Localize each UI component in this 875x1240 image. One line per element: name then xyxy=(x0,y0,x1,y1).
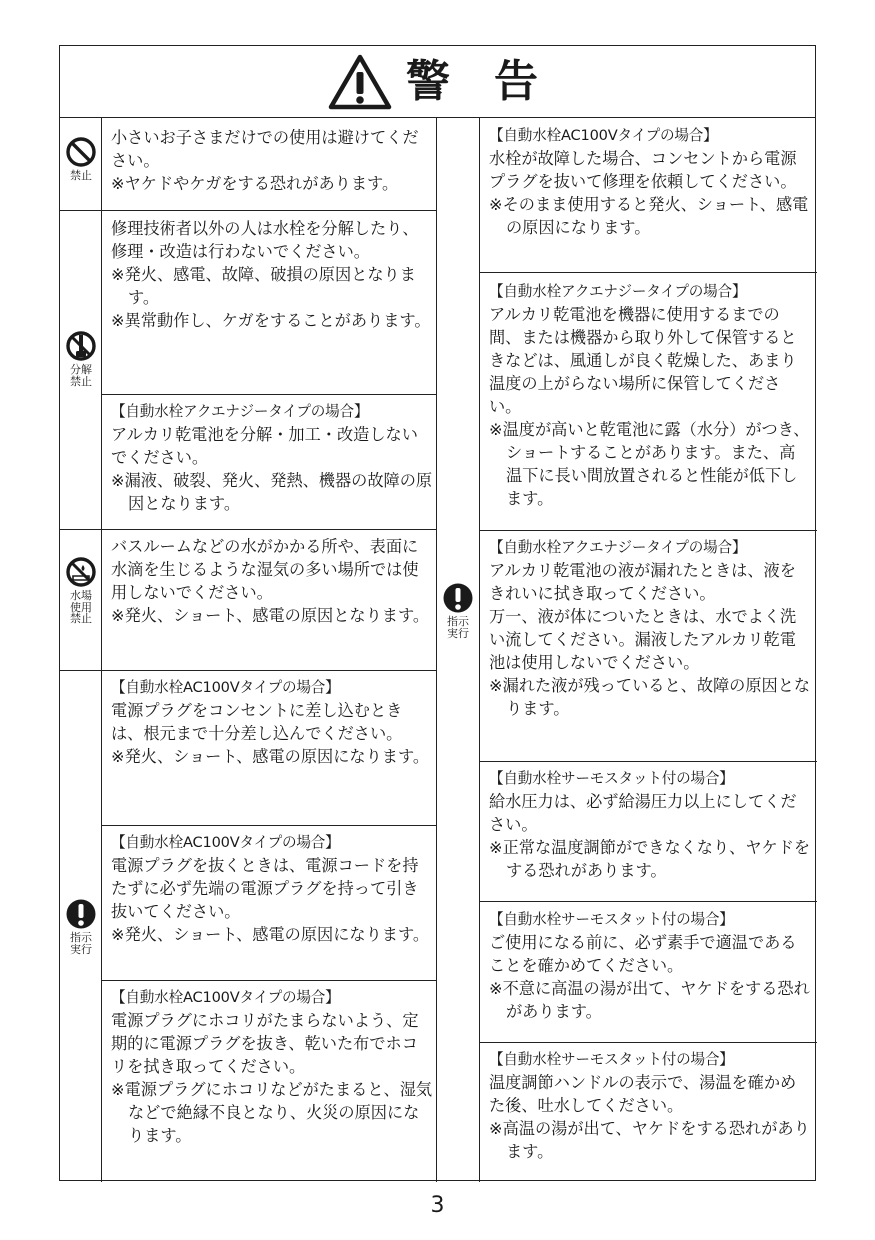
page-number: 3 xyxy=(430,1193,445,1218)
warning-note: ※発火、ショート、感電の原因となります。 xyxy=(111,606,430,625)
no-water-area-icon xyxy=(65,556,97,588)
warning-title: 警告 xyxy=(406,56,582,107)
no-water-mark xyxy=(60,556,102,625)
warning-note: ※異常動作し、ケガをすることがあります。 xyxy=(111,311,431,330)
warning-text: アルカリ乾電池を分解・加工・改造しないでください。 xyxy=(111,425,418,467)
condition-tag: 【自動水栓アクエナジータイプの場合】 xyxy=(489,539,747,556)
right-cell-6 xyxy=(489,1048,811,1163)
condition-tag: 【自動水栓AC100Vタイプの場合】 xyxy=(111,989,340,1006)
condition-tag: 【自動水栓AC100Vタイプの場合】 xyxy=(111,834,340,851)
condition-tag: 【自動水栓アクエナジータイプの場合】 xyxy=(111,403,369,420)
left-cell-6 xyxy=(111,831,433,946)
condition-tag: 【自動水栓AC100Vタイプの場合】 xyxy=(111,679,340,696)
no-water-area-label: 水場 使用 禁止 xyxy=(70,589,92,625)
instruction-icon xyxy=(442,582,474,614)
warning-note: ※発火、感電、故障、破損の原因となります。 xyxy=(111,265,416,307)
no-disassemble-mark xyxy=(60,330,102,387)
warning-text: アルカリ乾電池の液が漏れたときは、液をきれいに拭き取ってください。 xyxy=(489,561,796,603)
warning-note: ※そのまま使用すると発火、ショート、感電の原因になります。 xyxy=(489,195,809,237)
left-cell-3 xyxy=(111,400,433,515)
warning-frame xyxy=(59,45,816,1181)
left-cell-2 xyxy=(111,217,433,332)
warning-text: 電源プラグを抜くときは、電源コードを持たずに必ず先端の電源プラグを持って引き抜いてください。 xyxy=(111,856,419,921)
warning-text: 水栓が故障した場合、コンセントから電源プラグを抜いて修理を依頼してください。 xyxy=(489,149,797,191)
left-cell-5 xyxy=(111,676,433,768)
prohibit-icon xyxy=(65,136,97,168)
condition-tag: 【自動水栓サーモスタット付の場合】 xyxy=(489,911,734,928)
instruct-mark-right xyxy=(437,582,479,639)
right-cell-3 xyxy=(489,536,811,720)
instruction-label: 指示 実行 xyxy=(447,615,469,640)
left-cell-4 xyxy=(111,535,433,627)
warning-note: ※発火、ショート、感電の原因になります。 xyxy=(111,747,430,766)
prohibit-mark xyxy=(60,136,102,182)
warning-text: ご使用になる前に、必ず素手で適温であることを確かめてください。 xyxy=(489,933,797,975)
warning-text: 温度調節ハンドルの表示で、湯温を確かめた後、吐水してください。 xyxy=(489,1073,797,1115)
warning-note: ※電源プラグにホコリなどがたまると、湿気などで絶縁不良となり、火災の原因になります。 xyxy=(111,1080,433,1145)
prohibit-label: 禁止 xyxy=(70,169,92,182)
instruct-mark-left xyxy=(60,898,102,955)
warning-text: バスルームなどの水がかかる所や、表面に水滴を生じるような湿気の多い場所では使用しないでください。 xyxy=(111,537,419,602)
condition-tag: 【自動水栓サーモスタット付の場合】 xyxy=(489,1051,734,1068)
instruction-icon xyxy=(65,898,97,930)
warning-note: ※不意に高温の湯が出て、ヤケドをする恐れがあります。 xyxy=(489,979,810,1021)
instruction-label: 指示 実行 xyxy=(70,931,92,956)
condition-tag: 【自動水栓アクエナジータイプの場合】 xyxy=(489,283,747,300)
left-cell-7 xyxy=(111,986,433,1147)
no-disassemble-label: 分解 禁止 xyxy=(70,363,92,388)
warning-note: ※高温の湯が出て、ヤケドをする恐れがあります。 xyxy=(489,1119,810,1161)
warning-text: 万一、液が体についたときは、水でよく洗い流してください。漏液したアルカリ乾電池は使用しないでください。 xyxy=(489,607,797,672)
warning-text: 電源プラグにホコリがたまらないよう、定期的に電源プラグを抜き、乾いた布でホコリを拭き取ってください。 xyxy=(111,1011,419,1076)
warning-triangle-icon xyxy=(328,54,392,110)
right-cell-4 xyxy=(489,767,811,882)
warning-note: ※漏れた液が残っていると、故障の原因となります。 xyxy=(489,676,811,718)
no-disassemble-icon xyxy=(65,330,97,362)
right-cell-2 xyxy=(489,280,811,510)
warning-note: ※正常な温度調節ができなくなり、ヤケドをする恐れがあります。 xyxy=(489,838,811,880)
warning-note: ※ヤケドやケガをする恐れがあります。 xyxy=(111,174,399,193)
left-cell-1 xyxy=(111,126,433,195)
warning-note: ※温度が高いと乾電池に露（水分）がつき、ショートすることがあります。また、高温下に長い間放置されると性能が低下します。 xyxy=(489,420,810,508)
warning-text: 給水圧力は、必ず給湯圧力以上にしてください。 xyxy=(489,792,797,834)
warning-text: 修理技術者以外の人は水栓を分解したり、修理・改造は行わないでください。 xyxy=(111,219,419,261)
warning-text: 小さいお子さまだけでの使用は避けてください。 xyxy=(111,128,419,170)
right-cell-1 xyxy=(489,124,811,239)
warning-text: アルカリ乾電池を機器に使用するまでの間、または機器から取り外して保管するときなどは、風通しが良く乾燥した、あまり温度の上がらない場所に保管してください。 xyxy=(489,305,797,416)
warning-header xyxy=(60,46,815,118)
warning-text: 電源プラグをコンセントに差し込むときは、根元まで十分差し込んでください。 xyxy=(111,701,403,743)
condition-tag: 【自動水栓サーモスタット付の場合】 xyxy=(489,770,734,787)
warning-note: ※漏液、破裂、発火、発熱、機器の故障の原因となります。 xyxy=(111,471,433,513)
condition-tag: 【自動水栓AC100Vタイプの場合】 xyxy=(489,127,718,144)
warning-note: ※発火、ショート、感電の原因になります。 xyxy=(111,925,430,944)
right-cell-5 xyxy=(489,908,811,1023)
